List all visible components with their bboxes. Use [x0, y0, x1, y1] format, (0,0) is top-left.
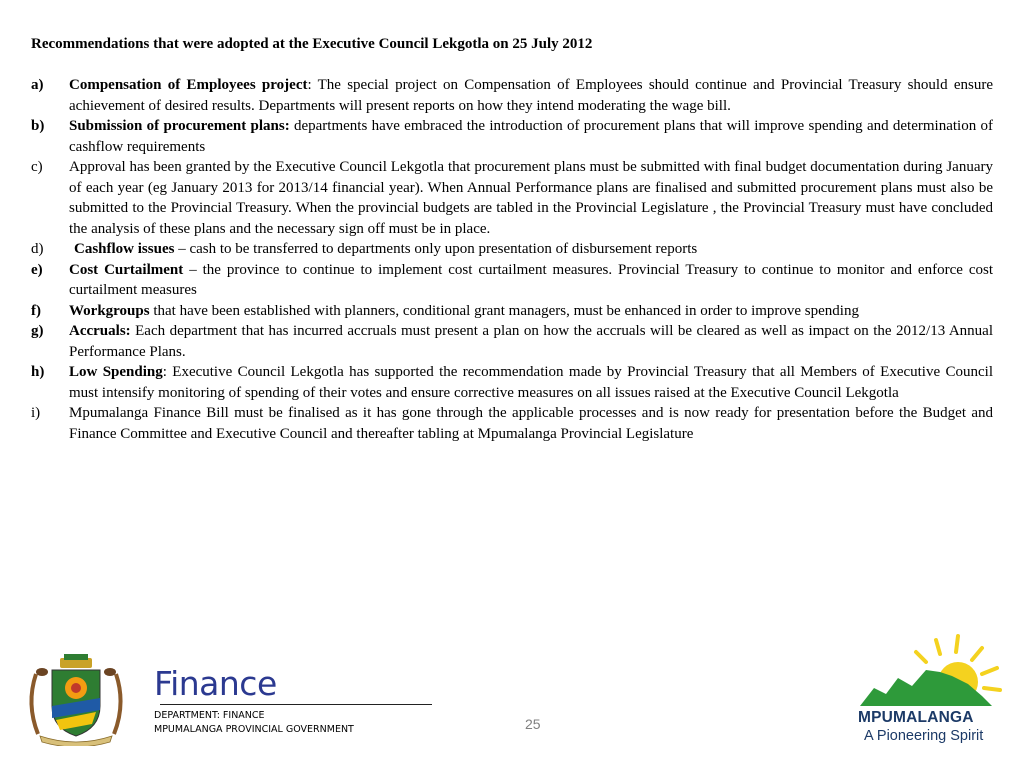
item-text: : Executive Council Lekgotla has supported the recommendation made by Provincial Treasury that all Members of Executive Council must intensify monitoring of spending of their votes and ensure corrective measures on all issues raised at the Executive Council Lekgotla	[69, 364, 993, 401]
page-number: 25	[525, 716, 541, 732]
list-marker: g)	[31, 323, 44, 339]
list-marker: e)	[31, 261, 43, 278]
slide-heading: Recommendations that were adopted at the Executive Council Lekgotla on 25 July 2012	[31, 36, 593, 52]
item-title: Workgroups	[69, 302, 150, 319]
coat-of-arms-icon	[22, 654, 130, 746]
list-item	[31, 260, 993, 301]
list-marker: h)	[31, 364, 45, 380]
list-marker: i)	[31, 405, 41, 421]
list-marker: c)	[31, 159, 43, 175]
item-text: that have been established with planners, conditional grant managers, must be enhanced in order to improve spending	[149, 302, 859, 319]
item-title: Submission of procurement plans:	[69, 118, 290, 134]
list-item	[31, 301, 993, 322]
item-text: – cash to be transferred to departments only upon presentation of disbursement reports	[174, 241, 698, 257]
item-title: Compensation of Employees project	[69, 77, 308, 93]
item-text: : The special project on Compensation of Employees should continue and Provincial Treasury should ensure achievement of desired results. Departments will present reports on how they intend moderating the wage bill.	[69, 77, 993, 114]
item-title: Low Spending	[69, 364, 163, 380]
title-underline	[160, 704, 432, 705]
item-text: Mpumalanga Finance Bill must be finalised as it has gone through the applicable processes and is now ready for presentation before the Budget and Finance Committee and Executive Council and thereafter tabling at Mpumalanga Provincial Legislature	[69, 405, 993, 442]
list-item	[31, 403, 993, 444]
item-text: – the province to continue to implement cost curtailment measures. Provincial Treasury to continue to monitor and enforce cost curtailment measures	[69, 261, 993, 298]
list-item	[31, 239, 993, 260]
list-item	[31, 321, 993, 362]
item-title: Accruals:	[69, 323, 131, 339]
list-marker: a)	[31, 77, 44, 93]
logo-name: MPUMALANGA	[858, 709, 974, 726]
list-marker: d)	[31, 241, 44, 257]
item-text: departments have embraced the introduction of procurement plans that will improve spending and determination of cashflow requirements	[69, 118, 993, 155]
item-text: Each department that has incurred accruals must present a plan on how the accruals will be cleared as well as impact on the 2012/13 Annual Performance Plans.	[69, 323, 993, 360]
list-marker: f)	[31, 302, 41, 319]
item-text: Approval has been granted by the Executive Council Lekgotla that procurement plans must be submitted with final budget documentation during January of each year (eg January 2013 for 2013/14 financial year). When Annual Performance plans are finalised and submitted procurement plans must also be submitted to the Provincial Treasury. When the provincial budgets are tabled in the Provincial Legislature , the Provincial Treasury must have concluded the analysis of these plans and the necessary sign off must be in place.	[69, 159, 993, 237]
recommendations-list	[31, 75, 993, 444]
item-title: Cashflow issues	[74, 241, 175, 257]
list-marker: b)	[31, 118, 45, 134]
logo-slogan: A Pioneering Spirit	[864, 728, 984, 744]
list-item	[31, 157, 993, 239]
list-item	[31, 75, 993, 116]
item-title: Cost Curtailment	[69, 261, 184, 278]
finance-title: Finance	[154, 664, 277, 703]
department-name: DEPARTMENT: FINANCE	[154, 710, 265, 721]
list-item	[31, 362, 993, 403]
list-item	[31, 116, 993, 157]
government-name: MPUMALANGA PROVINCIAL GOVERNMENT	[154, 724, 354, 735]
